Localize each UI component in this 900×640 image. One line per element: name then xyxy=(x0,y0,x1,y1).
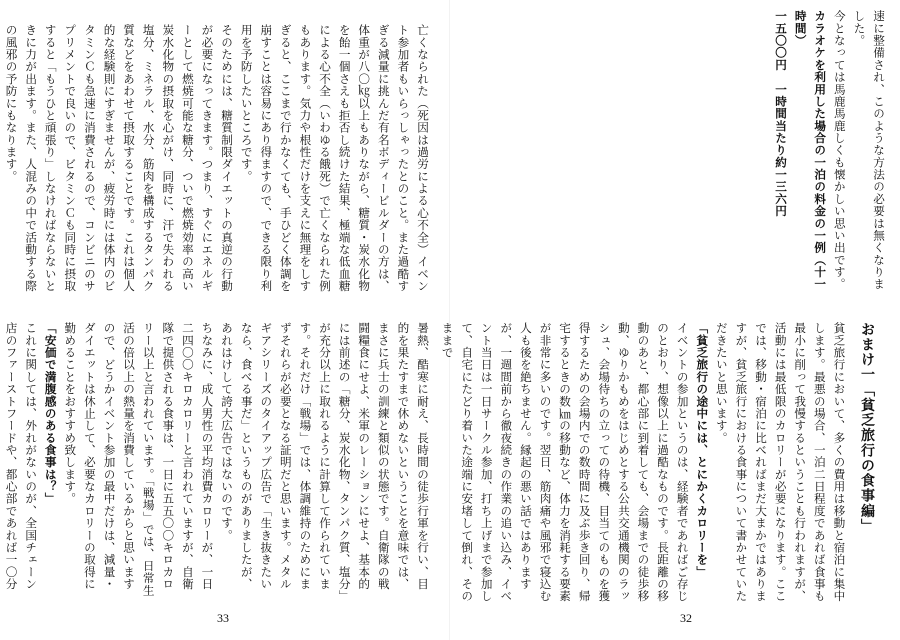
subheading-calories: 「貧乏旅行の途中には、とにかくカロリーを」 xyxy=(695,322,710,578)
right-page-upper-text xyxy=(748,10,888,302)
paragraph xyxy=(0,24,1,304)
paragraph: 亡くなられた（死因は過労による心不全）イベント参加者もいらっしゃったとのこと。また過酷すぎる減量に挑んだ有名ボディービルダーの方は、体重が八〇㎏以上もありながら、糖質・炭水化物を飴一個さえも拒否し続けた結果、極端な低血糖による心不全（いわゆる餓死）で亡くなられた例もあります。気力や根性だけを支えに無理をしすぎると、ここまで行かなくても、手ひどく体調を崩すことは容易にあり得ますので、できる限り利用を予防したいところです。 xyxy=(239,24,430,292)
left-page-upper-text xyxy=(4,24,432,304)
paragraph: ちなみに、成人男性の平均消費カロリーが、一日二四〇〇キロカロリーと言われていますが、自衛隊で提供される食事は、一日に五五〇〇キロカロリー以上と言われています。「戦場」では、日常生活の倍以上の熱量を消費しているからと思いますので、どうかイベント参加の最中だけは、減量・ダイエットは休止して、必要なカロリーの取得に勤めることをおすすめ致します。 xyxy=(63,322,215,597)
right-page-lower-text xyxy=(440,322,876,608)
paragraph: 速に整備され、このような方法の必要は無くなりました。 xyxy=(852,10,886,291)
paragraph: 貧乏旅行において、多くの費用は移動と宿泊に集中します。最悪の場合、一泊二日程度であれば食事も最小に削って我慢するということも行われますが、活動には最低限のカロリーが必要になります。ここでは、移動・宿泊に比べればまだ大まかではありますが、貧乏旅行における食事について書かせていただきたいと思います。 xyxy=(714,322,847,603)
page-32 xyxy=(440,0,900,640)
paragraph: これに関しては、外れがないのが、全国チェーン店のファーストフードや、都心部であれば一〇分 xyxy=(4,322,39,590)
karaoke-price-value: 一五〇〇円 一時間当たり約一三六円 xyxy=(774,10,789,218)
paragraph: 今となっては馬鹿馬鹿しくも懐かしい思い出です。 xyxy=(832,10,847,291)
paragraph: イベントの参加というのは、経験者であればご存じのとおり、想像以上に過酷なものです。長距離の移動のあと、都心部に到着しても、会場までの徒歩移動、ゆりかもめをはじめとする公共交通機関のラッシュ、会場待ちの立っての待機、目当てのものを獲得するための会場内での数時間に及ぶ歩き回り、帰宅するときの数㎞の移動など、体力を消耗する要素が非常に多いのです。翌日、筋肉痛や風邪で寝込む人も後を絶ちません。縁起の悪い話ではありますが、一週間前から徹夜続きの作業の追い込み、イベント当日は一日サークル参加、打ち上げまで参加して、自宅にたどり着いた途端に安堵して倒れ、そのままで xyxy=(440,322,690,603)
page-number: 32 xyxy=(680,611,692,625)
page-number: 33 xyxy=(217,611,229,625)
karaoke-price-heading: カラオケを利用した場合の一泊の料金の一例（十一時間） xyxy=(793,10,828,291)
subheading-cheap-filling-food: 「安価で満腹感のある食事は？」 xyxy=(43,322,58,505)
paragraph: 暑熱、酷寒に耐え、長時間の徒歩行軍を行い、目的を果たすまで休めないということを意味では、まさに兵士の訓練と類似の状態です。自衛隊の戦闘糧食にせよ、米軍のレーションにせよ、基本的には前述の「糖分、炭水化物、タンパク質、塩分」が充分以上に取れるように計算して作られています。それだけ「戦場」では、体調維持のためにまずそれらが必要となる証明だと思います。メタルギアシリーズのタイアップ広告で「生き抜きたいなら、食べる事だ」というものがありましたが、あれはけして誇大広告ではないのです。 xyxy=(220,322,430,597)
paragraph: そのためには、糖質制限ダイエットの真逆の行動が必要になってきます。つまり、すぐにエネルギーとして燃焼可能な糖分、ついで燃焼効率の高い炭水化物の摂取を心がけ、同時に、汗で失われる塩分、ミネラル、水分、筋肉を構成するタンパク質などをあわせて摂取することです。これは個人的な経験則にすぎませんが、疲労時には体内のビタミンＣも急速に消費されるので、コンビニのサプリメントで良いので、ビタミンＣも同時に摂取すると「もうひと頑張り」しなければならないときに力が出ます。また、人混みの中で活動する際の風邪の予防にもなります。 xyxy=(4,24,235,292)
left-page-lower-text xyxy=(4,322,432,602)
section-title-food: おまけ一「貧乏旅行の食事編」 xyxy=(859,322,875,534)
